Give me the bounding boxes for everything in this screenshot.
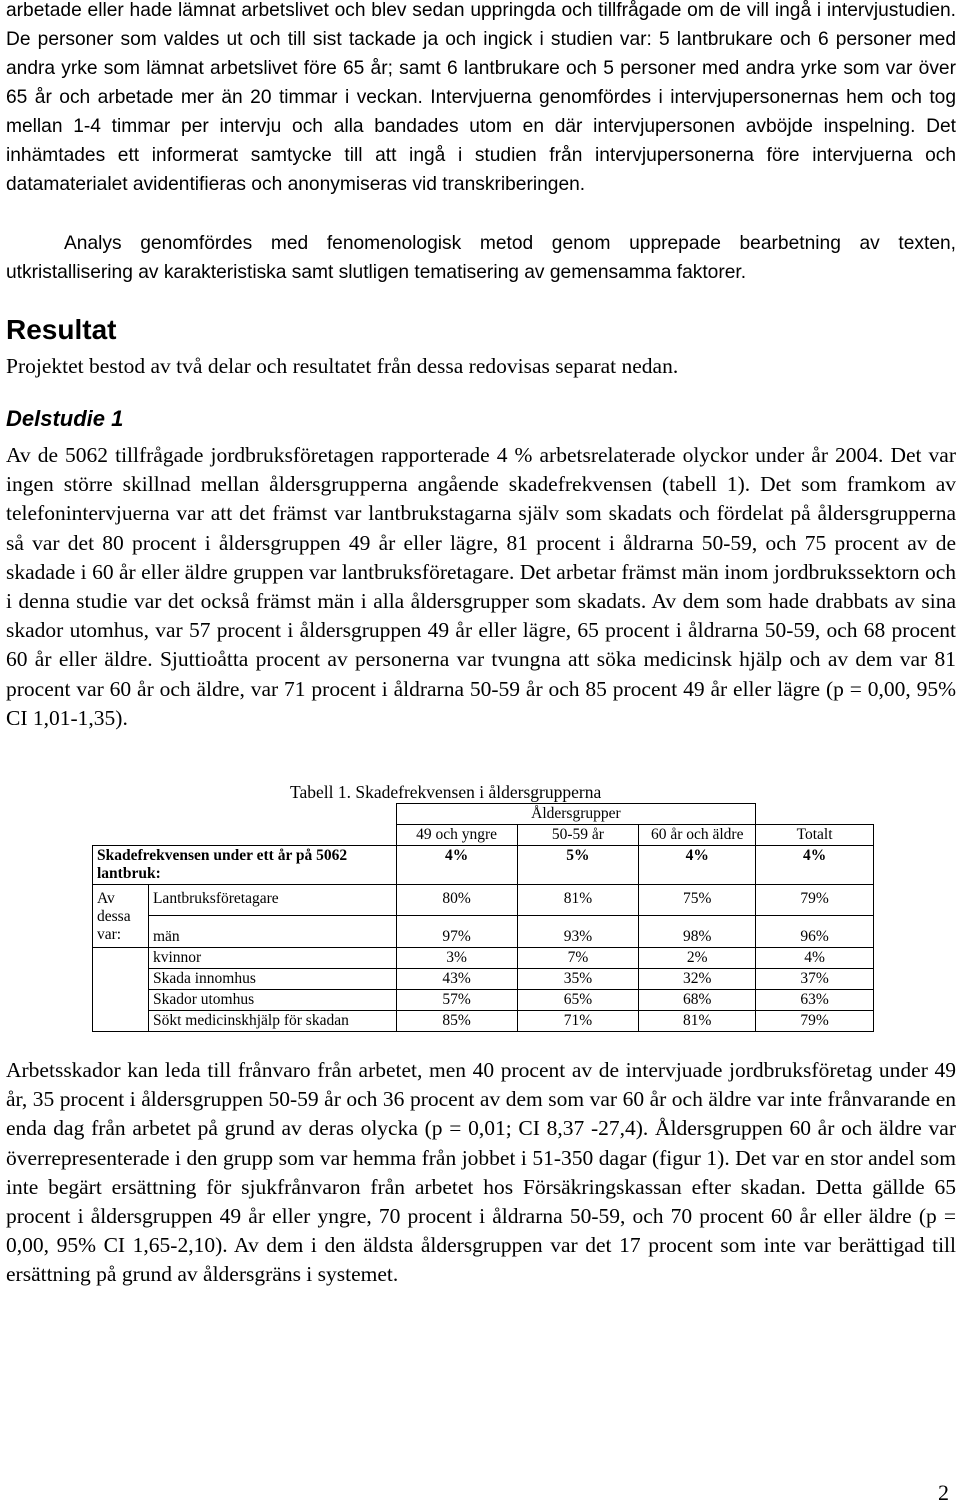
table-cell: 97% [396,916,517,948]
table-cell: 81% [517,885,639,916]
group-header: Åldersgrupper [396,804,755,825]
table-cell: 80% [396,885,517,916]
column-header: Totalt [756,825,874,846]
table-cell: 96% [756,916,874,948]
table-cell: 68% [639,990,756,1011]
summary-label: Skadefrekvensen under ett år på 5062 lantbruk: [93,846,397,885]
table-cell: 4% [639,846,756,885]
table-cell: 57% [396,990,517,1011]
table-cell: 63% [756,990,874,1011]
row-label: män [148,916,396,948]
row-label: kvinnor [148,948,396,969]
row-label: Sökt medicinskhjälp för skadan [148,1011,396,1032]
table-cell: 5% [517,846,639,885]
table-cell: 35% [517,969,639,990]
table-row [93,990,874,1011]
column-header: 49 och yngre [396,825,517,846]
table-cell: 43% [396,969,517,990]
row-label: Lantbruksföretagare [148,885,396,916]
absence-paragraph: Arbetsskador kan leda till frånvaro från arbetet, men 40 procent av de intervjuade jordbruksföretag under 49 år, 35 procent i åldersgruppen 50-59 år och 36 procent av dem som var 60 år och äldre var inte frånvarande en enda dag från arbetet på grund av deras olycka (p = 0,01; CI 8,37 -27,4). Åldersgruppen 60 år och äldre var överrepresenterade i den grupp som var hemma från jobbet i 51-350 dagar (figur 1). Det var en stor andel som inte begärt ersättning för sjukfrånvaron från arbetet hos Försäkringskassan efter skadan. Detta gällde 65 procent i åldersgruppen 49 år eller yngre, 70 procent i åldrarna 50-59, och 70 procent 60 år eller äldre (p = 0,00, 95% CI 1,65-2,10). Av dem i den äldsta åldersgruppen var det 17 procent som inte var berättigad till ersättning på grund av åldersgräns i systemet. [6,1058,956,1287]
table-cell: 4% [756,948,874,969]
table-cell: 71% [517,1011,639,1032]
table-cell: 81% [639,1011,756,1032]
table-cell: 3% [396,948,517,969]
table-summary-row [93,846,874,885]
column-header: 50-59 år [517,825,639,846]
table-cell: 75% [639,885,756,916]
table-group-header-row [93,804,874,825]
results-intro-paragraph: Projektet bestod av två delar och resultatet från dessa redovisas separat nedan. [6,354,679,378]
column-header: 60 år och äldre [639,825,756,846]
table-cell: 32% [639,969,756,990]
table-row [93,1011,874,1032]
table-cell: 79% [756,885,874,916]
table-row [93,969,874,990]
table-cell: 98% [639,916,756,948]
page-number: 2 [938,1480,949,1505]
table-header-row [93,825,874,846]
table-row [93,885,874,916]
table-row [93,916,874,948]
row-label: Skada innomhus [148,969,396,990]
table-cell: 37% [756,969,874,990]
section-heading-resultat: Resultat [6,314,117,345]
row-label: Skador utomhus [148,990,396,1011]
table-cell: 79% [756,1011,874,1032]
table-cell: 2% [639,948,756,969]
table-caption: Tabell 1. Skadefrekvensen i åldersgrupperna [290,782,602,802]
table-cell: 93% [517,916,639,948]
table-cell: 4% [756,846,874,885]
subsection-heading-delstudie: Delstudie 1 [6,406,124,431]
table-cell: 65% [517,990,639,1011]
method-paragraph: arbetade eller hade lämnat arbetslivet och blev sedan uppringda och tillfrågade om de vill ingå i intervjustudien. De personer som valdes ut och till sist tackade ja och ingick i studien var: 5 lantbrukare och 6 personer med andra yrke som lämnat arbetslivet före 65 år; samt 6 lantbrukare och 5 personer med andra yrke som var över 65 år och arbetade mer än 20 timmar i veckan. Intervjuerna genomfördes i intervjupersonernas hem och tog mellan 1-4 timmar per intervju och alla bandades utom en där intervjupersonen avböjde inspelning. Det inhämtades ett informerat samtycke till att ingå i studien från intervjupersonerna före intervjuerna och datamaterialet avidentifieras och anonymiseras vid transkriberingen. [6,0,956,195]
table-cell: 4% [396,846,517,885]
subgroup-label: Av dessa var: [93,885,149,948]
table-row [93,948,874,969]
injury-frequency-table [92,803,874,1032]
table-cell: 7% [517,948,639,969]
delstudie-paragraph: Av de 5062 tillfrågade jordbruksföretagen rapporterade 4 % arbetsrelaterade olyckor under år 2004. Det var ingen större skillnad mellan åldersgrupperna angående skadefrekvensen (tabell 1). Det som framkom av telefonintervjuerna var att det främst var lantbrukstagarna själv som skadats och fördelat på åldersgrupperna så var det 80 procent i åldersgruppen 49 år eller lägre, 81 procent i åldrarna 50-59, och 75 procent av de skadade i 60 år eller äldre gruppen var lantbruksföretagare. Det arbetar främst män inom jordbrukssektorn och i denna studie var det också främst män i alla åldersgrupper som skadats. Av dem som hade drabbats av sina skador utomhus, var 57 procent i åldersgruppen 49 år eller lägre, 65 procent i åldrarna 50-59, och 68 procent 60 år eller äldre. Sjuttioåtta procent av personerna var tvungna att söka medicinsk hjälp och av dem var 81 procent var 60 år och äldre, var 71 procent i åldrarna 50-59 år och 85 procent 49 år eller lägre (p = 0,00, 95% CI 1,01-1,35). [6,443,956,730]
analysis-paragraph: Analys genomfördes med fenomenologisk metod genom upprepade bearbetning av texten, utkristallisering av karakteristiska samt slutligen tematisering av gemensamma faktorer. [6,233,956,283]
table-cell: 85% [396,1011,517,1032]
